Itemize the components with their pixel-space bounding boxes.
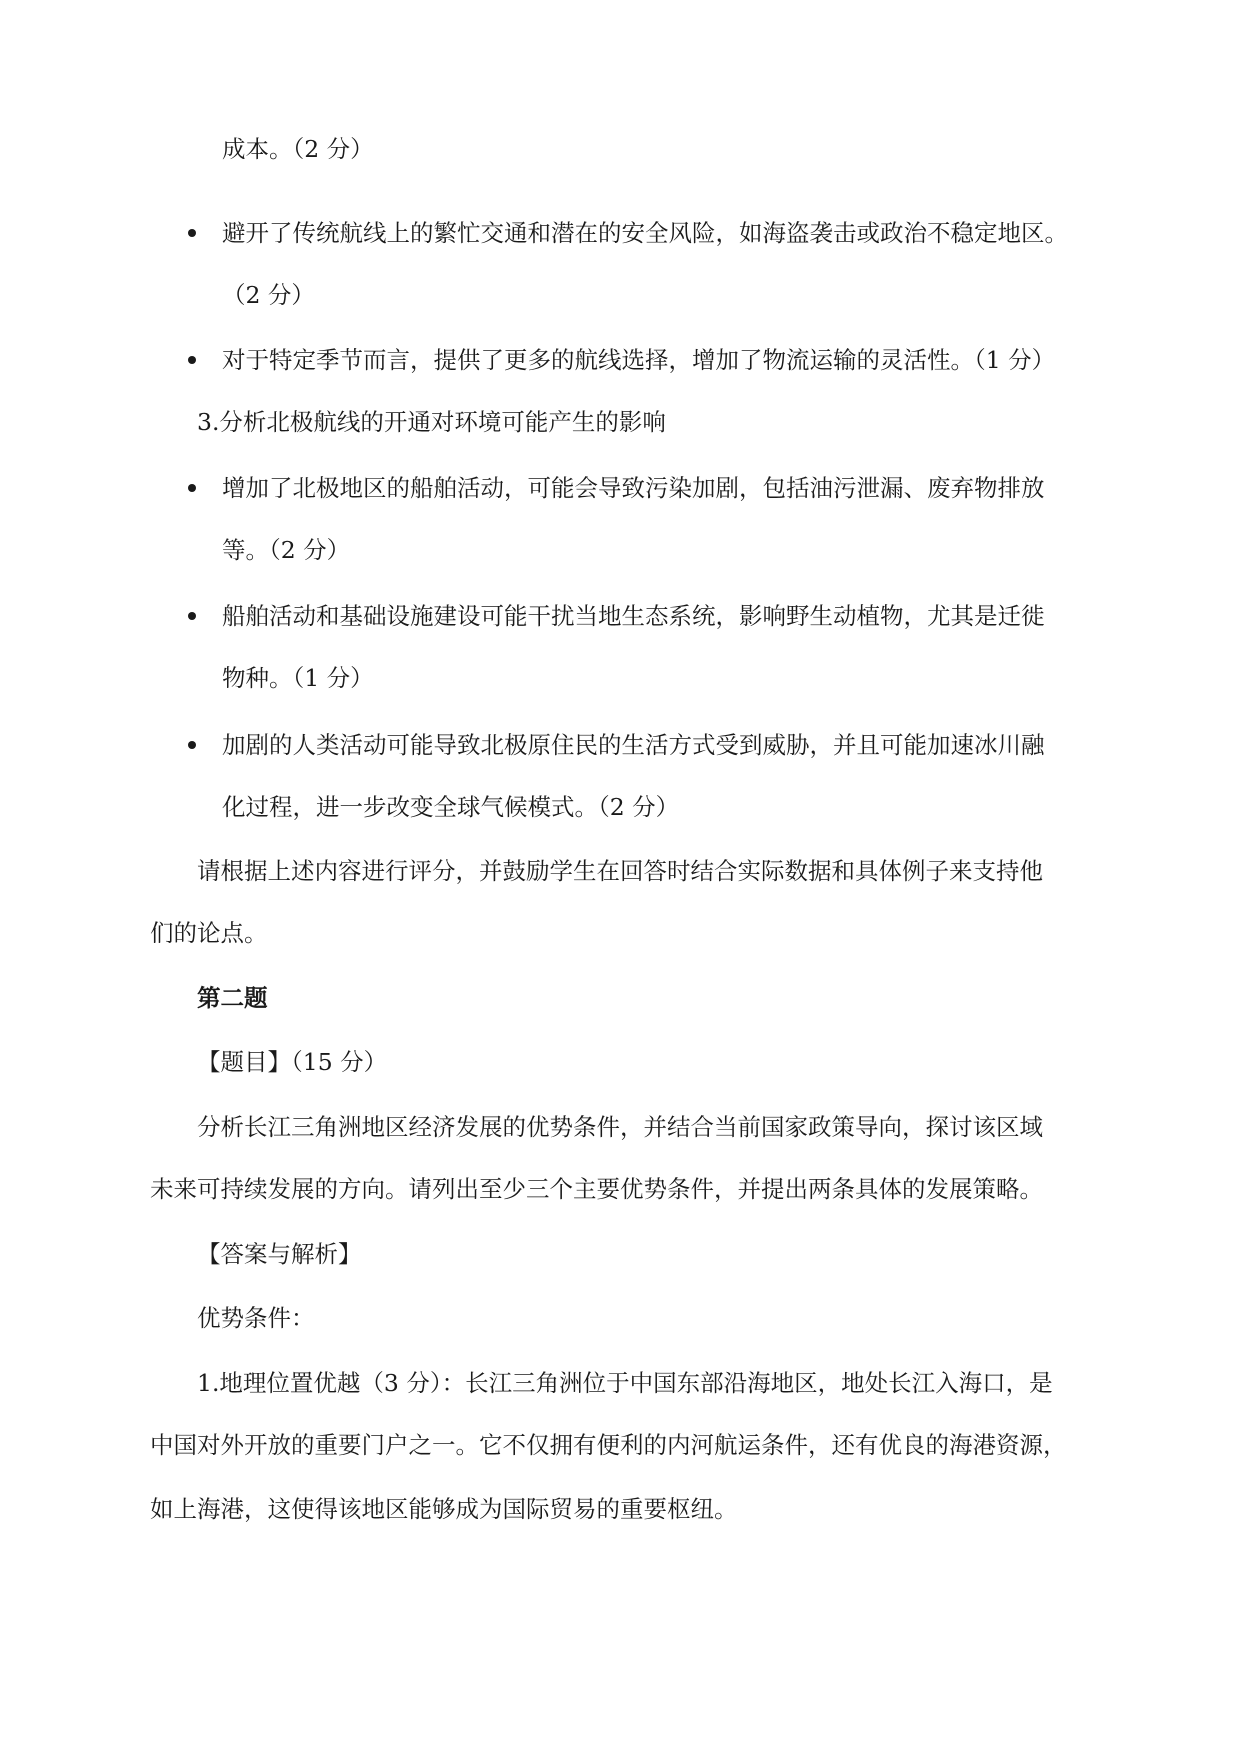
question-tag: 【题目】（15 分） <box>197 1048 388 1076</box>
list-item-line: 等。（2 分） <box>222 536 351 564</box>
question-title: 第二题 <box>197 984 268 1012</box>
list-item-line: 船舶活动和基础设施建设可能干扰当地生态系统，影响野生动植物，尤其是迁徙 <box>222 602 1045 630</box>
bullet-icon <box>188 356 196 364</box>
paragraph-line: 请根据上述内容进行评分，并鼓励学生在回答时结合实际数据和具体例子来支持他 <box>197 857 1043 885</box>
list-item-line: 加剧的人类活动可能导致北极原住民的生活方式受到威胁，并且可能加速冰川融 <box>222 731 1045 759</box>
bullet-icon <box>188 229 196 237</box>
list-item-line: 避开了传统航线上的繁忙交通和潜在的安全风险，如海盗袭击或政治不稳定地区。 <box>222 219 1068 247</box>
bullet-icon <box>188 484 196 492</box>
bullet-icon <box>188 741 196 749</box>
list-item-line: 增加了北极地区的船舶活动，可能会导致污染加剧，包括油污泄漏、废弃物排放 <box>222 474 1045 502</box>
paragraph-line: 中国对外开放的重要门户之一。它不仅拥有便利的内河航运条件，还有优良的海港资源， <box>150 1431 1067 1459</box>
paragraph-line: 如上海港，这使得该地区能够成为国际贸易的重要枢纽。 <box>150 1495 738 1523</box>
bullet-icon <box>188 612 196 620</box>
subheading: 优势条件： <box>197 1304 315 1332</box>
list-item-line: 对于特定季节而言，提供了更多的航线选择，增加了物流运输的灵活性。（1 分） <box>222 346 1056 374</box>
list-item-line: 化过程，进一步改变全球气候模式。（2 分） <box>222 793 680 821</box>
paragraph-line: 成本。（2 分） <box>222 135 374 163</box>
paragraph-line: 1.地理位置优越（3 分）：长江三角洲位于中国东部沿海地区，地处长江入海口，是 <box>197 1369 1053 1397</box>
answer-tag: 【答案与解析】 <box>197 1240 362 1268</box>
paragraph-line: 未来可持续发展的方向。请列出至少三个主要优势条件，并提出两条具体的发展策略。 <box>150 1175 1043 1203</box>
list-item-line: 物种。（1 分） <box>222 664 374 692</box>
paragraph-line: 们的论点。 <box>150 919 268 947</box>
section-heading: 3.分析北极航线的开通对环境可能产生的影响 <box>197 408 666 436</box>
paragraph-line: 分析长江三角洲地区经济发展的优势条件，并结合当前国家政策导向，探讨该区域 <box>197 1113 1043 1141</box>
list-item-line: （2 分） <box>222 281 315 309</box>
